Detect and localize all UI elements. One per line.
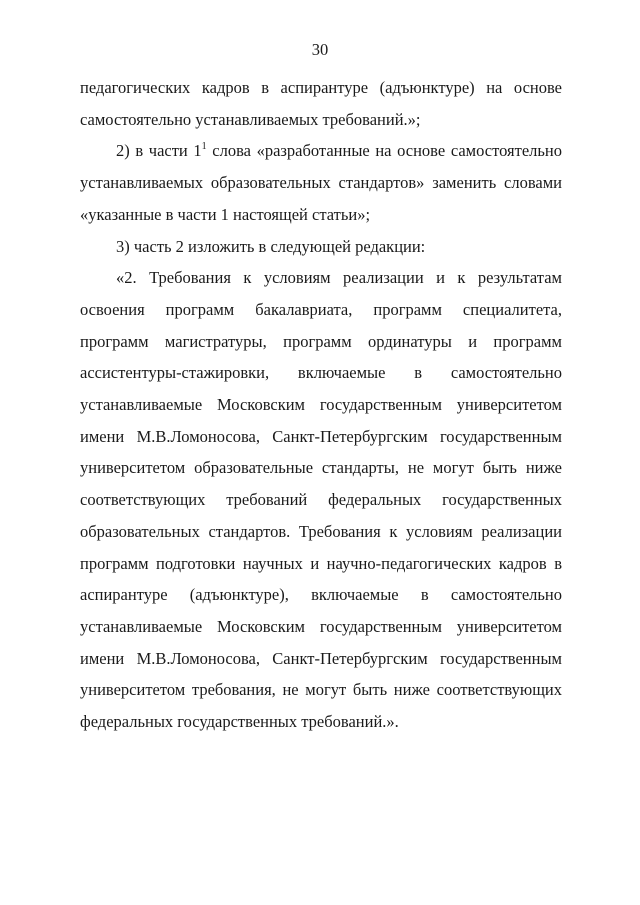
page-number: 30 bbox=[311, 40, 329, 59]
document-body bbox=[80, 72, 562, 738]
paragraph-quoted-amendment: «2. Требования к условиям реализации и к результатам освоения программ бакалавриата, программ специалитета, программ магистратуры, программ ординатуры и программ ассистентуры-стажировки, включаемые в самостоятельно устанавливаемые Московским государственным университетом имени М.В.Ломоносова, Санкт-Петербургским государственным университетом образовательные стандарты, не могут быть ниже соответствующих требований федеральных государственных образовательных стандартов. Требования к условиям реализации программ подготовки научных и научно-педагогических кадров в аспирантуре (адъюнктуре), включаемые в самостоятельно устанавливаемые Московским государственным университетом имени М.В.Ломоносова, Санкт-Петербургским государственным университетом требования, не могут быть ниже соответствующих федеральных государственных требований.». bbox=[80, 268, 562, 732]
item-2-text-end: слова «разработанные на основе самостоятельно устанавливаемых образовательных стандартов» заменить словами «указанные в части 1 настоящей статьи»; bbox=[80, 141, 562, 224]
paragraph-continuation: педагогических кадров в аспирантуре (адъюнктуре) на основе самостоятельно устанавливаемых требований.»; bbox=[80, 78, 562, 129]
paragraph-item-3: 3) часть 2 изложить в следующей редакции: bbox=[116, 236, 426, 256]
paragraph-item-2 bbox=[80, 135, 562, 230]
item-2-text-start: 2) в части 1 bbox=[116, 141, 202, 161]
superscript-number: 1 bbox=[201, 141, 207, 153]
